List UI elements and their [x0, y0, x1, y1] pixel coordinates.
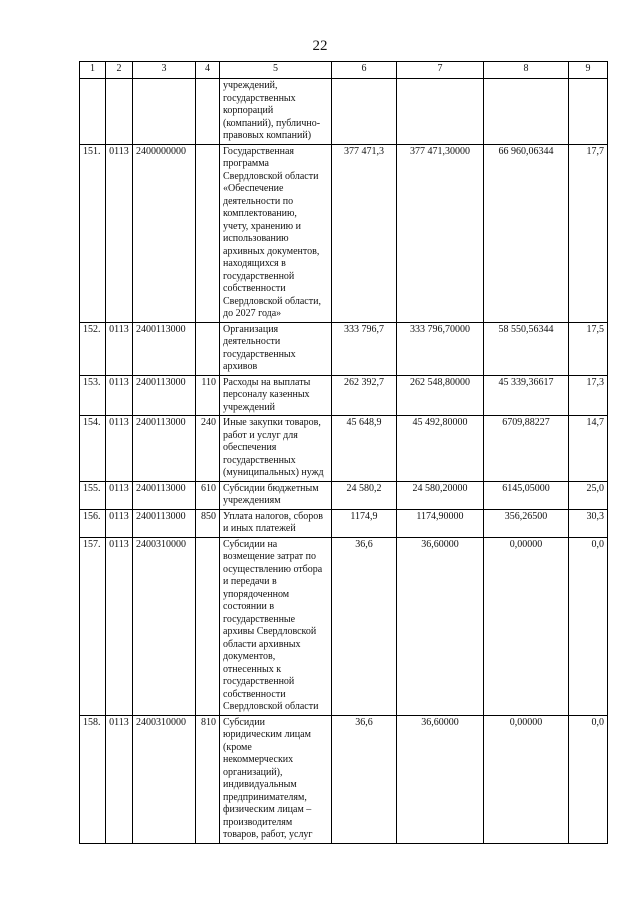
- table-row: [80, 79, 608, 145]
- expense-name: [220, 79, 332, 145]
- section-code: [106, 79, 133, 145]
- expense-name-line: области архивных: [223, 638, 301, 650]
- target-article-code: 2400000000: [133, 144, 196, 322]
- expense-name-line: Субсидии: [223, 716, 265, 728]
- expense-name-line: Государственная: [223, 145, 295, 157]
- expense-name-line: государственные: [223, 613, 296, 625]
- expense-name-line: учреждений,: [223, 80, 278, 91]
- table-row: [80, 537, 608, 715]
- column-header: 9: [569, 62, 608, 79]
- expense-type-code: [196, 322, 220, 375]
- expense-type-code: 240: [196, 416, 220, 482]
- expense-name-line: учреждениям: [223, 495, 281, 506]
- expense-name-line: документов,: [223, 651, 276, 662]
- table-row: [80, 375, 608, 416]
- execution-percent: 25,0: [569, 481, 608, 509]
- expense-name-line: Субсидии бюджетным: [223, 482, 319, 494]
- expense-name-line: осуществлению отбора: [223, 563, 323, 575]
- refined-amount: 377 471,30000: [397, 144, 484, 322]
- expense-name-line: и передачи в: [223, 576, 277, 587]
- section-code: 0113: [106, 375, 133, 416]
- column-header: 6: [332, 62, 397, 79]
- approved-amount: 333 796,7: [332, 322, 397, 375]
- expense-name-line: (муниципальных) нужд: [223, 467, 324, 478]
- execution-percent: 14,7: [569, 416, 608, 482]
- expense-name-line: «Обеспечение: [223, 183, 284, 194]
- execution-percent: 0,0: [569, 537, 608, 715]
- expense-name-line: государственных: [223, 348, 296, 360]
- row-number: [80, 79, 106, 145]
- executed-amount: [484, 79, 569, 145]
- execution-percent: 17,7: [569, 144, 608, 322]
- expense-name-line: архивов: [223, 361, 258, 372]
- target-article-code: 2400113000: [133, 481, 196, 509]
- expense-name: [220, 322, 332, 375]
- table-body: [80, 79, 608, 844]
- expense-name-line: индивидуальным: [223, 779, 297, 790]
- expense-name: [220, 481, 332, 509]
- row-number: 157.: [80, 537, 106, 715]
- approved-amount: 45 648,9: [332, 416, 397, 482]
- expense-name-line: Субсидии на: [223, 538, 278, 550]
- expense-name-line: Уплата налогов, сборов: [223, 510, 323, 522]
- table-row: [80, 322, 608, 375]
- expense-name: [220, 416, 332, 482]
- section-code: 0113: [106, 509, 133, 537]
- target-article-code: 2400113000: [133, 375, 196, 416]
- expense-type-code: 610: [196, 481, 220, 509]
- column-header: 1: [80, 62, 106, 79]
- expense-name: [220, 144, 332, 322]
- refined-amount: 36,60000: [397, 715, 484, 843]
- approved-amount: 24 580,2: [332, 481, 397, 509]
- refined-amount: 36,60000: [397, 537, 484, 715]
- expense-name-line: юридическим лицам: [223, 729, 311, 740]
- expense-name: [220, 509, 332, 537]
- executed-amount: 6145,05000: [484, 481, 569, 509]
- approved-amount: 262 392,7: [332, 375, 397, 416]
- approved-amount: [332, 79, 397, 145]
- expense-name-line: деятельности: [223, 336, 281, 347]
- refined-amount: 333 796,70000: [397, 322, 484, 375]
- section-code: 0113: [106, 144, 133, 322]
- refined-amount: 262 548,80000: [397, 375, 484, 416]
- column-header: 7: [397, 62, 484, 79]
- executed-amount: 45 339,36617: [484, 375, 569, 416]
- expense-name-line: обеспечения: [223, 442, 277, 453]
- row-number: 151.: [80, 144, 106, 322]
- expense-type-code: [196, 79, 220, 145]
- column-header: 2: [106, 62, 133, 79]
- column-header: 3: [133, 62, 196, 79]
- table-row: [80, 416, 608, 482]
- executed-amount: 66 960,06344: [484, 144, 569, 322]
- expense-name: [220, 537, 332, 715]
- expense-name-line: учреждений: [223, 401, 275, 413]
- expense-type-code: 810: [196, 715, 220, 843]
- expense-name-line: Организация: [223, 323, 279, 335]
- expense-name-line: Свердловской области: [223, 701, 319, 712]
- target-article-code: 2400310000: [133, 715, 196, 843]
- refined-amount: 24 580,20000: [397, 481, 484, 509]
- approved-amount: 1174,9: [332, 509, 397, 537]
- expense-name-line: комплектованию,: [223, 208, 297, 219]
- expense-name: [220, 375, 332, 416]
- execution-percent: 17,3: [569, 375, 608, 416]
- executed-amount: 356,26500: [484, 509, 569, 537]
- expense-name-line: (компаний), публично-: [223, 117, 321, 129]
- expense-name-line: использованию: [223, 233, 289, 244]
- approved-amount: 36,6: [332, 537, 397, 715]
- expense-type-code: [196, 537, 220, 715]
- refined-amount: 45 492,80000: [397, 416, 484, 482]
- row-number: 153.: [80, 375, 106, 416]
- expense-name-line: программа: [223, 158, 269, 169]
- approved-amount: 36,6: [332, 715, 397, 843]
- expense-name-line: Расходы на выплаты: [223, 376, 311, 388]
- refined-amount: [397, 79, 484, 145]
- expense-name-line: Свердловской области,: [223, 295, 321, 307]
- execution-percent: [569, 79, 608, 145]
- row-number: 154.: [80, 416, 106, 482]
- executed-amount: 0,00000: [484, 715, 569, 843]
- expense-name-line: отнесенных к: [223, 663, 282, 675]
- executed-amount: 6709,88227: [484, 416, 569, 482]
- expense-name-line: упорядоченном: [223, 588, 290, 600]
- table-header-row: [80, 62, 608, 79]
- table-row: [80, 715, 608, 843]
- expense-name-line: государственных: [223, 454, 296, 466]
- executed-amount: 0,00000: [484, 537, 569, 715]
- section-code: 0113: [106, 537, 133, 715]
- page-number: 22: [312, 38, 328, 54]
- expense-name-line: предпринимателям,: [223, 791, 307, 803]
- expense-name-line: Иные закупки товаров,: [223, 417, 321, 428]
- approved-amount: 377 471,3: [332, 144, 397, 322]
- execution-percent: 30,3: [569, 509, 608, 537]
- expense-name-line: архивы Свердловской: [223, 626, 317, 637]
- expense-name-line: (кроме: [223, 741, 252, 753]
- execution-percent: 0,0: [569, 715, 608, 843]
- expense-name-line: состоянии в: [223, 601, 275, 612]
- expense-type-code: 110: [196, 375, 220, 416]
- row-number: 158.: [80, 715, 106, 843]
- expense-name-line: Свердловской области: [223, 170, 319, 182]
- column-header: 8: [484, 62, 569, 79]
- table-row: [80, 144, 608, 322]
- expense-name-line: работ и услуг для: [223, 429, 298, 441]
- expense-name: [220, 715, 332, 843]
- expense-name-line: некоммерческих: [223, 754, 294, 765]
- section-code: 0113: [106, 416, 133, 482]
- section-code: 0113: [106, 322, 133, 375]
- row-number: 155.: [80, 481, 106, 509]
- budget-table: [79, 61, 608, 844]
- table-row: [80, 509, 608, 537]
- expense-name-line: производителям: [223, 816, 293, 828]
- expense-name-line: персоналу казенных: [223, 389, 310, 400]
- expense-name-line: организаций),: [223, 766, 283, 778]
- expense-name-line: государственной: [223, 270, 295, 282]
- expense-name-line: и иных платежей: [223, 523, 296, 534]
- expense-name-line: корпораций: [223, 105, 274, 116]
- section-code: 0113: [106, 715, 133, 843]
- row-number: 156.: [80, 509, 106, 537]
- expense-name-line: правовых компаний): [223, 130, 312, 141]
- row-number: 152.: [80, 322, 106, 375]
- expense-name-line: товаров, работ, услуг: [223, 829, 313, 840]
- expense-name-line: возмещение затрат по: [223, 551, 317, 562]
- target-article-code: 2400113000: [133, 322, 196, 375]
- expense-name-line: учету, хранению и: [223, 220, 301, 232]
- column-header: 5: [220, 62, 332, 79]
- refined-amount: 1174,90000: [397, 509, 484, 537]
- executed-amount: 58 550,56344: [484, 322, 569, 375]
- expense-name-line: собственности: [223, 283, 286, 294]
- expense-name-line: физическим лицам –: [223, 804, 312, 815]
- expense-type-code: [196, 144, 220, 322]
- target-article-code: 2400113000: [133, 416, 196, 482]
- column-header: 4: [196, 62, 220, 79]
- expense-type-code: 850: [196, 509, 220, 537]
- target-article-code: [133, 79, 196, 145]
- target-article-code: 2400113000: [133, 509, 196, 537]
- expense-name-line: до 2027 года»: [223, 308, 282, 319]
- expense-name-line: деятельности по: [223, 195, 294, 207]
- target-article-code: 2400310000: [133, 537, 196, 715]
- expense-name-line: государственных: [223, 92, 296, 104]
- expense-name-line: собственности: [223, 688, 286, 700]
- expense-name-line: государственной: [223, 676, 295, 687]
- expense-name-line: находящихся в: [223, 258, 286, 269]
- execution-percent: 17,5: [569, 322, 608, 375]
- table-row: [80, 481, 608, 509]
- section-code: 0113: [106, 481, 133, 509]
- expense-name-line: архивных документов,: [223, 245, 320, 257]
